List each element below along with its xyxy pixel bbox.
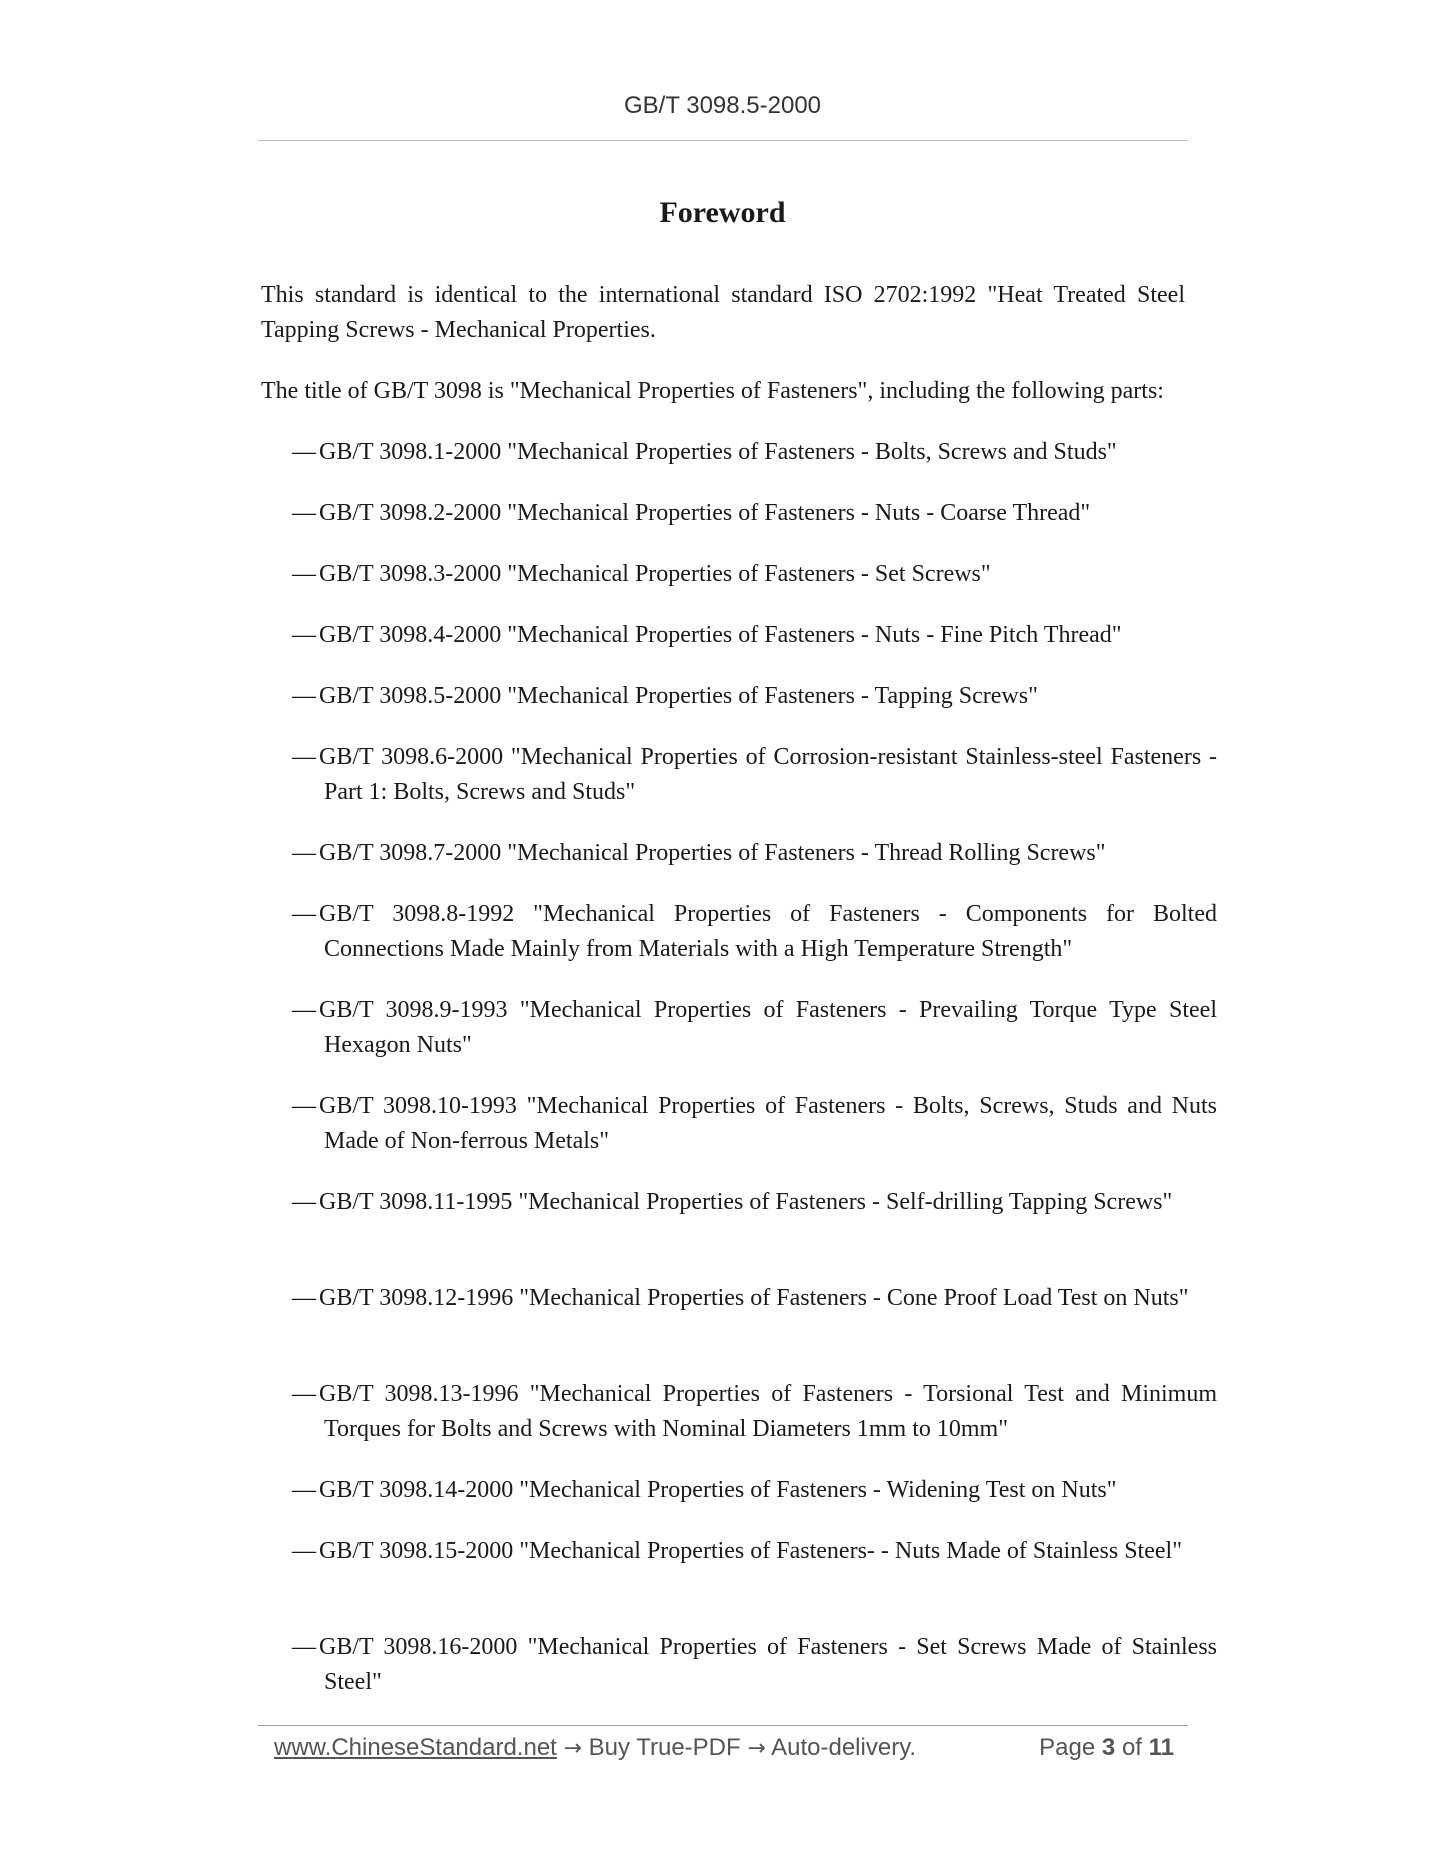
part-item — [292, 679, 1217, 714]
dash-bullet: — — [292, 1285, 316, 1311]
page-header-title: GB/T 3098.5-2000 — [623, 92, 822, 119]
part-item — [292, 1473, 1217, 1508]
dash-bullet: — — [292, 683, 316, 709]
part-item-text: GB/T 3098.3-2000 "Mechanical Properties of Fasteners - Set Screws" — [319, 561, 991, 587]
website-link[interactable]: www.ChineseStandard.net — [274, 1734, 557, 1761]
part-item-text: GB/T 3098.5-2000 "Mechanical Properties of Fasteners - Tapping Screws" — [319, 683, 1038, 709]
part-item — [292, 993, 1217, 1063]
page-footer — [274, 1731, 1174, 1766]
part-item — [292, 435, 1217, 470]
part-item-text: GB/T 3098.1-2000 "Mechanical Properties of Fasteners - Bolts, Screws and Studs" — [319, 439, 1117, 465]
part-item-text: GB/T 3098.13-1996 "Mechanical Properties of Fasteners - Torsional Test and Minimum Torques for Bolts and Screws with Nominal Diameters 1mm to 10mm" — [319, 1381, 1217, 1442]
auto-delivery-text: Auto-delivery. — [771, 1734, 917, 1761]
page-label: Page — [1039, 1734, 1096, 1761]
dash-bullet: — — [292, 997, 316, 1023]
part-item — [292, 1630, 1217, 1700]
part-item — [292, 1281, 1217, 1316]
part-item — [292, 1534, 1217, 1569]
part-item — [292, 740, 1217, 810]
page-number — [1039, 1731, 1174, 1765]
part-item — [292, 1377, 1217, 1447]
dash-bullet: — — [292, 1538, 316, 1564]
buy-pdf-text: Buy True-PDF — [588, 1734, 741, 1761]
dash-bullet: — — [292, 500, 316, 526]
part-item-text: GB/T 3098.6-2000 "Mechanical Properties of Corrosion-resistant Stainless-steel Fasteners - Part 1: Bolts, Screws and Studs" — [319, 744, 1217, 805]
part-item — [292, 557, 1217, 592]
arrow-right-icon: → — [563, 1736, 582, 1761]
header-divider — [258, 140, 1188, 141]
part-item — [292, 897, 1217, 967]
part-item-text: GB/T 3098.16-2000 "Mechanical Properties of Fasteners - Set Screws Made of Stainless Steel" — [319, 1634, 1217, 1695]
page-total: 11 — [1148, 1734, 1174, 1761]
part-item-text: GB/T 3098.9-1993 "Mechanical Properties of Fasteners - Prevailing Torque Type Steel Hexagon Nuts" — [319, 997, 1217, 1058]
section-heading: Foreword — [659, 196, 786, 229]
part-item-text: GB/T 3098.12-1996 "Mechanical Properties of Fasteners - Cone Proof Load Test on Nuts" — [319, 1285, 1189, 1311]
part-item — [292, 1089, 1217, 1159]
page-of: of — [1121, 1734, 1142, 1761]
dash-bullet: — — [292, 1093, 316, 1119]
dash-bullet: — — [292, 1634, 316, 1660]
parts-intro: The title of GB/T 3098 is "Mechanical Properties of Fasteners", including the following parts: — [261, 378, 1164, 404]
dash-bullet: — — [292, 1477, 316, 1503]
part-item-text: GB/T 3098.14-2000 "Mechanical Properties of Fasteners - Widening Test on Nuts" — [319, 1477, 1117, 1503]
part-item-text: GB/T 3098.10-1993 "Mechanical Properties of Fasteners - Bolts, Screws, Studs and Nuts Made of Non-ferrous Metals" — [319, 1093, 1217, 1154]
part-item-text: GB/T 3098.8-1992 "Mechanical Properties of Fasteners - Components for Bolted Connections Made Mainly from Materials with a High Temperature Strength" — [319, 901, 1217, 962]
part-item — [292, 496, 1217, 531]
part-item — [292, 1185, 1217, 1220]
dash-bullet: — — [292, 622, 316, 648]
part-item — [292, 618, 1217, 653]
footer-divider — [258, 1725, 1188, 1726]
part-item-text: GB/T 3098.15-2000 "Mechanical Properties of Fasteners- - Nuts Made of Stainless Steel" — [319, 1538, 1182, 1564]
arrow-right-icon: → — [747, 1736, 766, 1761]
part-item-text: GB/T 3098.11-1995 "Mechanical Properties of Fasteners - Self-drilling Tapping Screws" — [319, 1189, 1173, 1215]
part-item-text: GB/T 3098.7-2000 "Mechanical Properties of Fasteners - Thread Rolling Screws" — [319, 840, 1106, 866]
dash-bullet: — — [292, 1381, 316, 1407]
dash-bullet: — — [292, 901, 316, 927]
dash-bullet: — — [292, 439, 316, 465]
dash-bullet: — — [292, 840, 316, 866]
part-item-text: GB/T 3098.4-2000 "Mechanical Properties of Fasteners - Nuts - Fine Pitch Thread" — [319, 622, 1122, 648]
dash-bullet: — — [292, 561, 316, 587]
dash-bullet: — — [292, 1189, 316, 1215]
part-item-text: GB/T 3098.2-2000 "Mechanical Properties of Fasteners - Nuts - Coarse Thread" — [319, 500, 1091, 526]
dash-bullet: — — [292, 744, 316, 770]
page-current: 3 — [1101, 1734, 1116, 1761]
intro-paragraph: This standard is identical to the international standard ISO 2702:1992 "Heat Treated Steel Tapping Screws - Mechanical Properties. — [261, 282, 1185, 343]
part-item — [292, 836, 1217, 871]
